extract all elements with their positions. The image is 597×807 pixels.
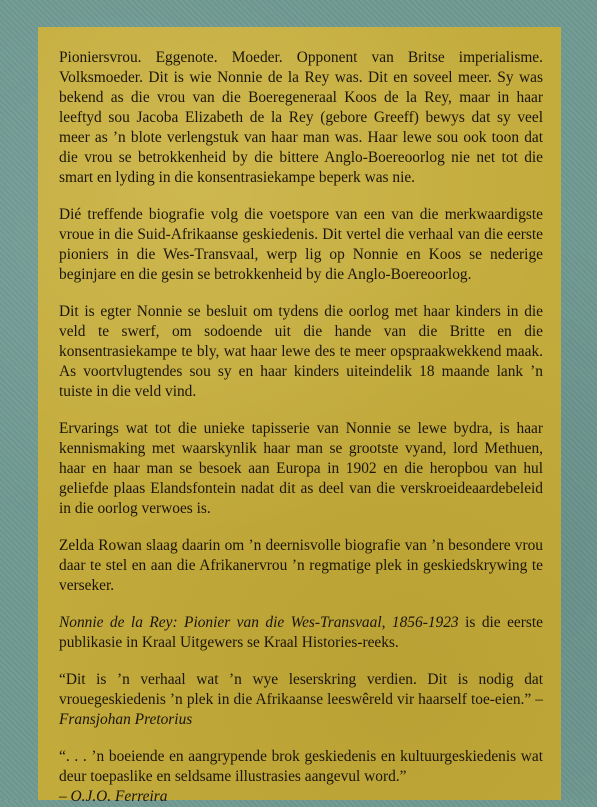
quote-1-text: “Dit is ’n verhaal wat ’n wye leserskring verdien. Dit is nodig dat vrouegeskiedenis ’n plek in die Afrikaanse leeswêreld vir haarself toe-eien.” [59, 671, 543, 708]
review-quote-2 [59, 747, 543, 807]
blurb-paragraph-2: Dié treffende biografie volg die voetspore van een van die merkwaardigste vroue in die Suid-Afrikaanse geskiedenis. Dit vertel die verhaal van die eerste pioniers in die Wes-Transvaal, werp lig op Nonnie en Koos se nederige beginjare en die gesin se betrokkenheid by die Anglo-Boereoorlog. [59, 206, 543, 283]
blurb-paragraph-1: Pioniersvrou. Eggenote. Moeder. Opponent van Britse imperialisme. Volksmoeder. Dit is wie Nonnie de la Rey was. Dit en soveel meer. Sy was bekend as die vrou van die Boeregeneraal Koos de la Rey, maar in haar leeftyd sou Jacoba Elizabeth de la Rey (gebore Greeff) bewys dat sy veel meer as ’n blote verlengstuk van haar man was. Haar lewe sou ook toon dat die vrou se betrokkenheid by die bittere Anglo-Boereoorlog nie net tot die smart en lyding in die konsentrasiekampe beperk was nie. [59, 49, 543, 186]
blurb-paragraph-3: Dit is egter Nonnie se besluit om tydens die oorlog met haar kinders in die veld te swerf, om sodoende uit die hande van die Britte en die konsentrasiekampe te bly, wat haar lewe des te meer opspraakwekkend maak. As voortvlugtendes sou sy en haar kinders uiteindelik 18 maande lank ’n tuiste in die veld vind. [59, 303, 543, 400]
quote-1-attribution: Fransjohan Pretorius [59, 711, 193, 728]
book-title: Nonnie de la Rey: Pionier van die Wes-Transvaal, 1856-1923 [59, 614, 459, 631]
review-quote-1 [59, 670, 543, 730]
quote-1-dash: – [531, 691, 543, 708]
back-cover-text-panel [38, 27, 561, 805]
blurb-paragraph-5: Zelda Rowan slaag daarin om ’n deernisvolle biografie van ’n besondere vrou daar te stel en aan die Afrikanervrou ’n regmatige plek in geskiedskrywing te verseker. [59, 537, 543, 594]
quote-2-text: “. . . ’n boeiende en aangrypende brok geskiedenis en kultuurgeskiedenis wat deur toepaslike en seldsame illustrasies aangevul word.” [59, 748, 543, 785]
blurb-paragraph-4: Ervarings wat tot die unieke tapisserie van Nonnie se lewe bydra, is haar kennismaking met waarskynlik haar man se grootste vyand, lord Methuen, haar en haar man se besoek aan Europa in 1902 en die heropbou van hul geliefde plaas Elandsfontein nadat dit as deel van die verskroeideaardebeleid in die oorlog verwoes is. [59, 420, 543, 517]
series-note-text: is die eerste publikasie in Kraal Uitgewers se Kraal Histories-reeks. [59, 614, 543, 651]
series-note [59, 613, 543, 653]
quote-2-attribution: – O.J.O. Ferreira [59, 788, 168, 805]
